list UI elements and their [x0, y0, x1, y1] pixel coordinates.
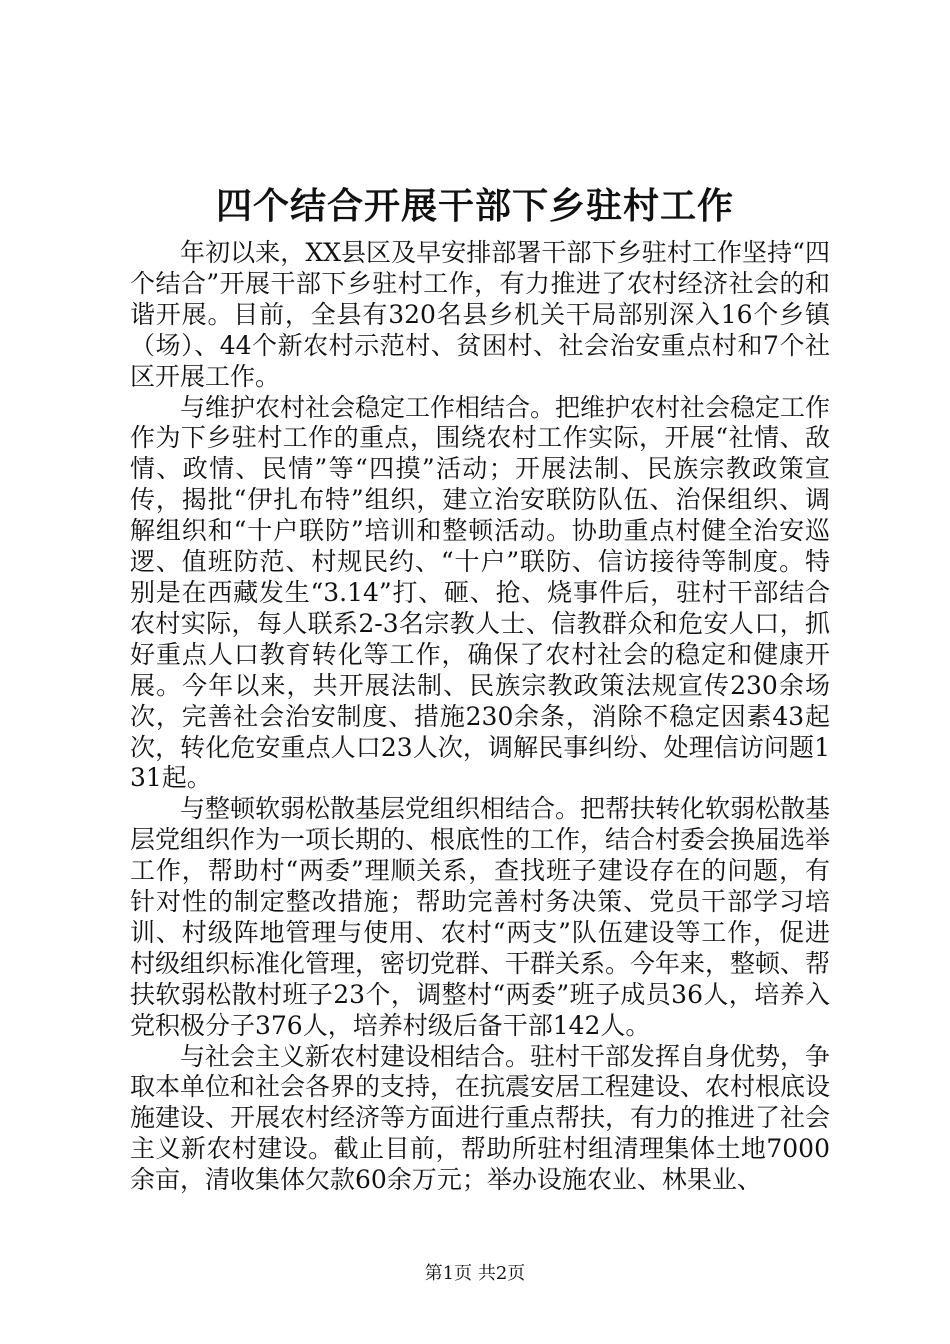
- paragraph-new-countryside: 与社会主义新农村建设相结合。驻村干部发挥自身优势，争取本单位和社会各界的支持，在抗震安居工程建设、农村根底设施建设、开展农村经济等方面进行重点帮扶，有力的推进了社会主义新农村建设。截止目前，帮助所驻村组清理集体土地7000余亩，清收集体欠款60余万元；举办设施农业、林果业、: [130, 1041, 831, 1195]
- document-title: 四个结合开展干部下乡驻村工作: [215, 185, 734, 227]
- paragraph-intro: 年初以来，XX县区及早安排部署干部下乡驻村工作坚持“四个结合”开展干部下乡驻村工作，有力推进了农村经济社会的和谐开展。目前，全县有320名县乡机关干局部别深入16个乡镇（场）、44个新农村示范村、贫困村、社会治安重点村和7个社区开展工作。: [130, 238, 830, 391]
- paragraph-party-organization: 与整顿软弱松散基层党组织相结合。把帮扶转化软弱松散基层党组织作为一项长期的、根底性的工作，结合村委会换届选举工作，帮助村“两委”理顺关系，查找班子建设存在的问题，有针对性的制定整改措施；帮助完善村务决策、党员干部学习培训、村级阵地管理与使用、农村“两支”队伍建设等工作，促进村级组织标准化管理，密切党群、干群关系。今年来，整顿、帮扶软弱松散村班子23个，调整村“两委”班子成员36人，培养入党积极分子376人，培养村级后备干部142人。: [130, 794, 831, 1040]
- page-footer: 第1页 共2页: [424, 1263, 526, 1284]
- paragraph-stability: 与维护农村社会稳定工作相结合。把维护农村社会稳定工作作为下乡驻村工作的重点，围绕农村工作实际，开展“社情、敌情、政情、民情”等“四摸”活动；开展法制、民族宗教政策宣传，揭批“伊扎布特”组织，建立治安联防队伍、治保组织、调解组织和“十户联防”培训和整顿活动。协助重点村健全治安巡逻、值班防范、村规民约、“十户”联防、信访接待等制度。特别是在西藏发生“3.14”打、砸、抢、烧事件后，驻村干部结合农村实际，每人联系2-3名宗教人士、信教群众和危安人口，抓好重点人口教育转化等工作，确保了农村社会的稳定和健康开展。今年以来，共开展法制、民族宗教政策法规宣传230余场次，完善社会治安制度、措施230余条，消除不稳定因素43起次，转化危安重点人口23人次，调解民事纠纷、处理信访问题131起。: [130, 392, 831, 793]
- document-body: [130, 238, 830, 1196]
